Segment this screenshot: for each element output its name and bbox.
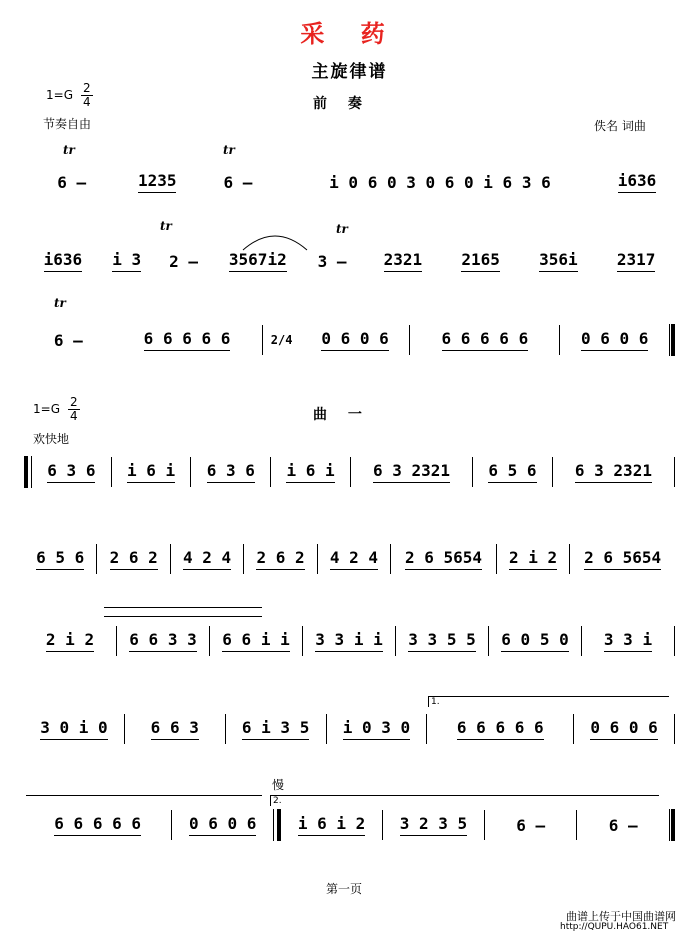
score-row-4 — [24, 455, 675, 489]
volta-1: 1. — [428, 696, 669, 707]
score-row-1 — [24, 165, 675, 199]
measure — [427, 718, 573, 740]
time-signature — [81, 82, 93, 109]
note-group: 3 — — [317, 251, 347, 271]
note-group: 2 6 5654 — [584, 548, 661, 570]
note-group: 6 3 2321 — [373, 461, 450, 483]
note-group: i 0 3 0 — [343, 718, 410, 740]
note-group: 6 6 6 6 6 — [442, 329, 529, 351]
song-title: 采 药 — [300, 20, 399, 48]
note-group: 2321 — [384, 250, 423, 272]
measure — [442, 250, 520, 272]
note-group: 2317 — [617, 250, 656, 272]
measure — [281, 814, 382, 836]
barline — [674, 457, 675, 487]
measure — [97, 548, 169, 570]
barline — [674, 714, 675, 744]
measure — [300, 252, 364, 271]
note-group: 6 6 6 6 6 — [457, 718, 544, 740]
measure — [318, 548, 390, 570]
measure — [391, 548, 496, 570]
measure — [244, 548, 316, 570]
measure — [301, 329, 410, 351]
tempo-slow: 慢 — [272, 778, 285, 792]
tempo-marking: 节奏自由 — [43, 117, 92, 131]
note-group: 6 — — [57, 172, 87, 192]
note-group: 2 6 2 — [110, 548, 158, 570]
note-group: 6 3 6 — [207, 461, 255, 483]
final-barline — [669, 809, 675, 841]
measure — [599, 171, 675, 193]
note-group: 6 6 i i — [222, 630, 289, 652]
note-group: 2 — — [169, 251, 198, 271]
measure — [351, 461, 472, 483]
final-barline — [669, 324, 675, 356]
note-group: 3567i2 — [229, 250, 287, 272]
note-group: 4 2 4 — [330, 548, 378, 570]
measure — [327, 718, 427, 740]
measure — [215, 250, 300, 272]
note-group: 2 6 2 — [256, 548, 304, 570]
barline — [674, 626, 675, 656]
measure — [210, 630, 302, 652]
measure — [112, 461, 191, 483]
measure — [271, 461, 350, 483]
note-group: 2 i 2 — [509, 548, 557, 570]
note-group: 0 6 0 6 — [581, 329, 648, 351]
measure — [597, 250, 675, 272]
trill-mark: tr — [223, 143, 235, 157]
measure — [102, 250, 152, 272]
note-group: 3 3 i — [604, 630, 652, 652]
note-group: 3 2 3 5 — [400, 814, 467, 836]
note-group: 6 6 3 — [151, 718, 199, 740]
measure — [113, 329, 262, 351]
measure — [574, 718, 674, 740]
note-group: 3 0 i 0 — [40, 718, 107, 740]
measure — [24, 331, 113, 350]
note-group: 6 i 3 5 — [242, 718, 309, 740]
note-group: 0 6 0 6 — [189, 814, 256, 836]
measure — [195, 173, 281, 192]
meter-bottom: 4 — [83, 95, 91, 109]
measure — [226, 718, 326, 740]
note-group: 3 3 i i — [315, 630, 382, 652]
score-subtitle: 主旋律谱 — [311, 62, 388, 82]
note-group: 2 6 5654 — [405, 548, 482, 570]
key-signature — [46, 82, 93, 109]
measure — [383, 814, 484, 836]
note-group: i 3 — [112, 250, 141, 272]
measure — [396, 630, 488, 652]
measure — [281, 173, 599, 192]
measure — [32, 461, 111, 483]
repeat-end — [273, 809, 281, 841]
trill-mark: tr — [336, 222, 348, 236]
note-group: 356i — [539, 250, 578, 272]
measure — [191, 461, 270, 483]
measure — [520, 250, 598, 272]
repeat-start — [24, 456, 32, 488]
note-group: i636 — [44, 250, 83, 272]
score-row-8 — [24, 808, 675, 842]
key-text: 1=G — [33, 402, 60, 416]
trill-mark: tr — [63, 143, 75, 157]
measure — [24, 548, 96, 570]
section-label: 曲 一 — [313, 407, 370, 423]
meter-bottom: 4 — [70, 409, 78, 423]
measure — [171, 548, 243, 570]
note-group: 6 3 2321 — [575, 461, 652, 483]
measure — [553, 461, 674, 483]
crescendo-hairpin — [104, 607, 262, 617]
score-row-6 — [24, 624, 675, 658]
measure — [577, 816, 669, 835]
score-row-2 — [24, 244, 675, 278]
score-row-7 — [24, 712, 675, 746]
measure — [119, 171, 195, 193]
note-group: 6 6 6 6 6 — [144, 329, 231, 351]
note-group: 6 6 6 6 6 — [54, 814, 141, 836]
measure — [497, 548, 569, 570]
measure — [473, 461, 552, 483]
note-group: 1235 — [138, 171, 177, 193]
measure — [582, 630, 674, 652]
trill-mark: tr — [54, 296, 66, 310]
meter-change: 2/4 — [270, 333, 293, 347]
note-group: 6 — — [223, 172, 253, 192]
measure — [410, 329, 559, 351]
note-group: 2 i 2 — [46, 630, 94, 652]
measure — [24, 814, 171, 836]
measure — [364, 250, 442, 272]
measure — [303, 630, 395, 652]
note-group: 2165 — [461, 250, 500, 272]
note-group: 6 5 6 — [488, 461, 536, 483]
measure — [117, 630, 209, 652]
tempo-marking: 欢快地 — [33, 432, 70, 446]
measure — [24, 630, 116, 652]
trill-mark: tr — [160, 219, 172, 233]
volta-line — [26, 795, 262, 796]
volta-2: 2. — [270, 795, 659, 806]
measure — [24, 718, 124, 740]
score-row-5 — [24, 542, 675, 576]
note-group: 3 3 5 5 — [408, 630, 475, 652]
measure — [263, 333, 301, 347]
note-group: i 6 i 2 — [298, 814, 365, 836]
note-group: 6 6 3 3 — [129, 630, 196, 652]
note-group: 6 — — [53, 330, 83, 350]
note-group: 6 — — [608, 815, 638, 835]
measure — [24, 173, 119, 192]
note-group: 0 6 0 6 — [590, 718, 657, 740]
watermark-url: http://QUPU.HAO61.NET — [560, 922, 669, 932]
note-group: i 6 i — [286, 461, 334, 483]
measure — [570, 548, 675, 570]
score-row-3 — [24, 323, 675, 357]
note-group: i 0 6 0 3 0 6 0 i 6 3 6 — [329, 172, 551, 192]
note-group: i 6 i — [127, 461, 175, 483]
measure — [24, 250, 102, 272]
page-number: 第一页 — [326, 882, 363, 896]
measure — [485, 816, 577, 835]
time-signature — [68, 396, 80, 423]
key-signature-2 — [33, 396, 80, 423]
meter-top: 2 — [83, 81, 91, 95]
measure — [560, 329, 669, 351]
note-group: 6 — — [516, 815, 546, 835]
credit: 佚名 词曲 — [594, 119, 646, 133]
note-group: 4 2 4 — [183, 548, 231, 570]
intro-label: 前 奏 — [313, 96, 370, 112]
measure — [152, 252, 216, 271]
note-group: 6 5 6 — [36, 548, 84, 570]
meter-top: 2 — [70, 395, 78, 409]
note-group: 6 0 5 0 — [501, 630, 568, 652]
note-group: 0 6 0 6 — [321, 329, 388, 351]
measure — [489, 630, 581, 652]
note-group: i636 — [618, 171, 657, 193]
note-group: 6 3 6 — [47, 461, 95, 483]
watermark-text: 曲谱上传于中国曲谱网 — [566, 910, 676, 923]
measure — [125, 718, 225, 740]
measure — [172, 814, 273, 836]
key-text: 1=G — [46, 88, 73, 102]
